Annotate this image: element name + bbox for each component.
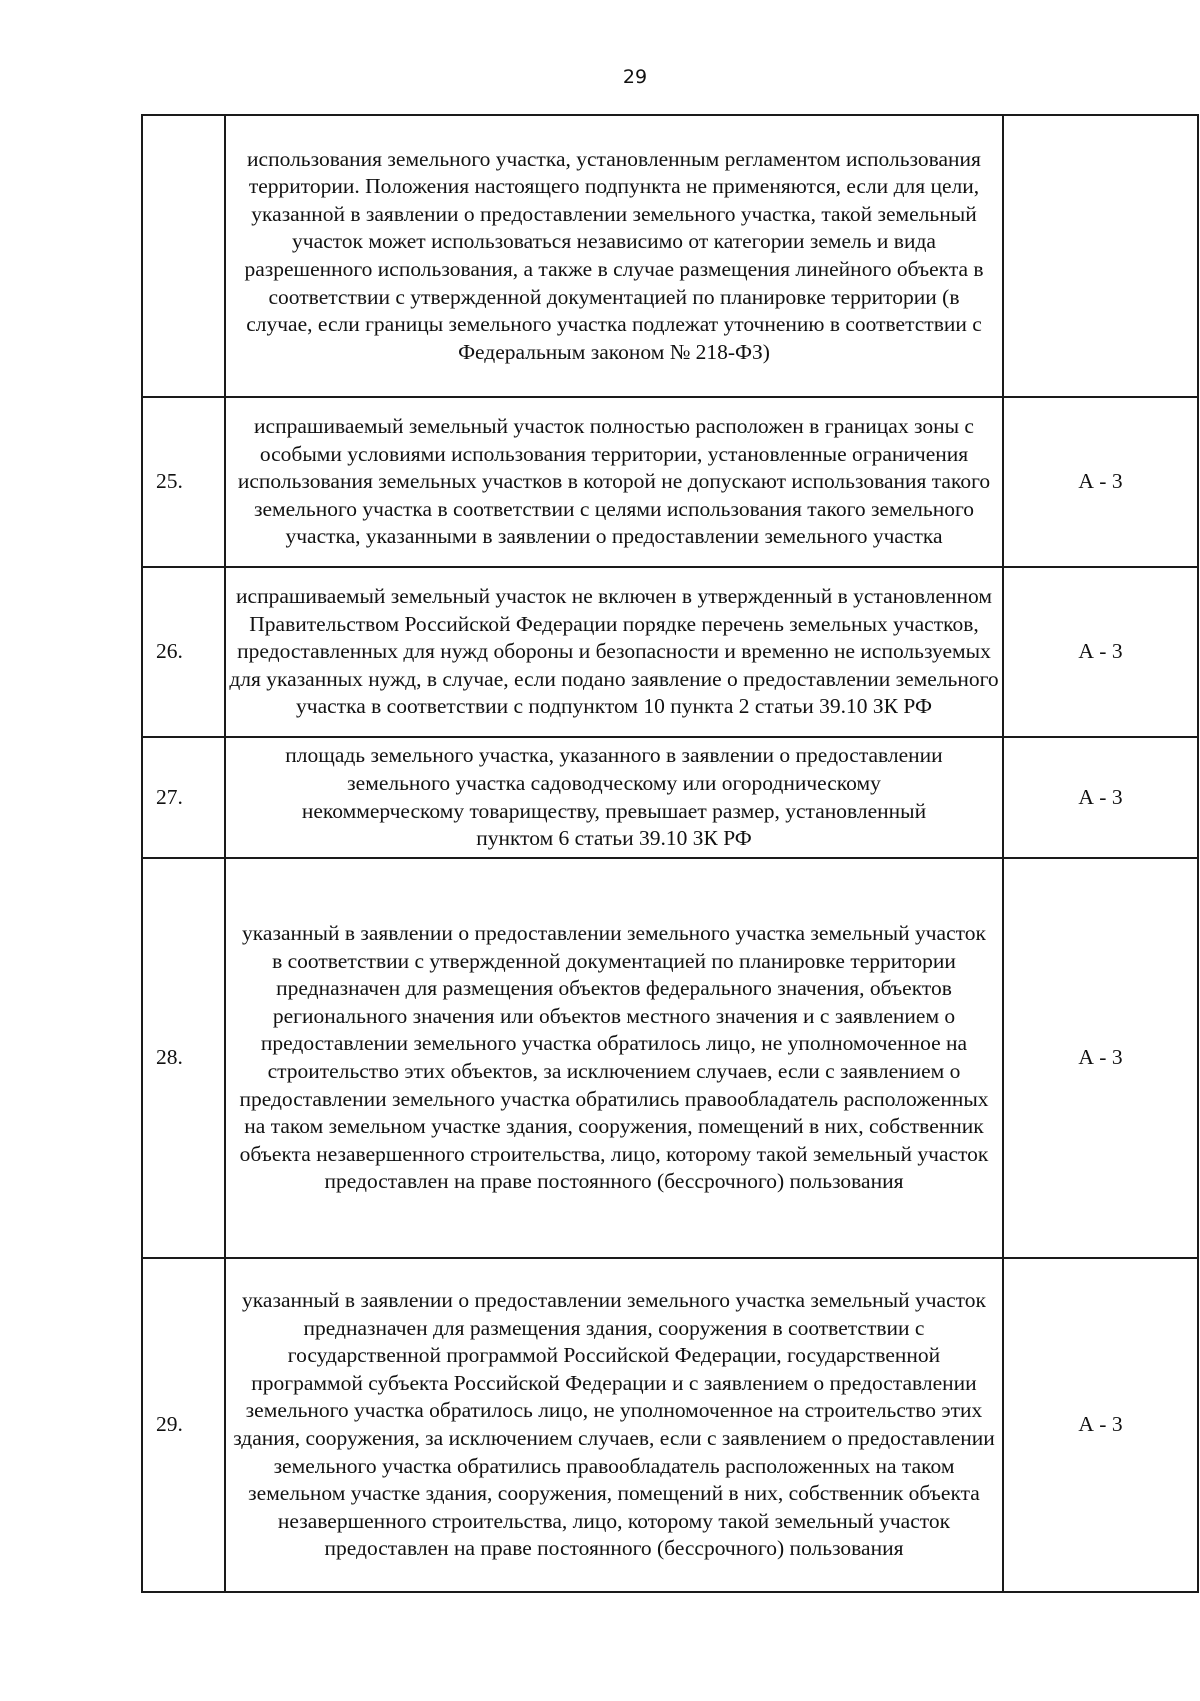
table-row [142,397,1198,567]
row-number-cell: 26. [142,567,225,737]
row-code-cell [1003,115,1198,397]
row-number-cell: 29. [142,1258,225,1592]
row-code-cell: А - 3 [1003,1258,1198,1592]
row-text: испрашиваемый земельный участок полностью расположен в границах зоны с особыми условиями использования территории, установленные ограничения использования земельных участков в которой не допускают использования такого земельного участка в соответствии с целями использования такого земельного участка, указанными в заявлении о предоставлении земельного участка [237,414,991,549]
row-number-cell: 27. [142,737,225,858]
row-code-cell: А - 3 [1003,737,1198,858]
table-row [142,737,1198,858]
row-number-cell: 28. [142,858,225,1258]
table-row [142,1258,1198,1592]
row-number-cell: 25. [142,397,225,567]
table-row [142,858,1198,1258]
row-text: испрашиваемый земельный участок не включен в утвержденный в установленном Правительством Российской Федерации порядке перечень земельных участков, предоставленных для нужд обороны и безопасности и временно не используемых для указанных нужд, в случае, если подано заявление о предоставлении земельного участка в соответствии с подпунктом 10 пункта 2 статьи 39.10 ЗК РФ [229,584,999,719]
row-code-cell: А - 3 [1003,858,1198,1258]
row-text-cell [225,858,1003,1258]
row-text: использования земельного участка, установленным регламентом использования территории. Положения настоящего подпункта не применяются, если для цели, указанной в заявлении о предоставлении земельного участка, такой земельный участок может использоваться независимо от категории земель и вида разрешенного использования, а также в случае размещения линейного объекта в соответствии с утвержденной документацией по планировке территории (в случае, если границы земельного участка подлежат уточнению в соответствии с Федеральным законом № 218-ФЗ) [244,146,984,364]
grounds-table [141,114,1199,1593]
row-text-cell [225,115,1003,397]
row-text-cell [225,737,1003,858]
row-number-cell [142,115,225,397]
row-text-cell [225,1258,1003,1592]
row-text: указанный в заявлении о предоставлении земельного участка земельный участок предназначен для размещения здания, сооружения в соответствии с государственной программой Российской Федерации, государственной программой субъекта Российской Федерации и с заявлением о предоставлении земельного участка обратилось лицо, не уполномоченное на строительство этих здания, сооружения, за исключением случаев, если с заявлением о предоставлении земельного участка обратились правообладатель расположенных на таком земельном участке здания, сооружения, помещений в них, собственник объекта незавершенного строительства, лицо, которому такой земельный участок предоставлен на праве постоянного (бессрочного) пользования [233,1288,995,1561]
row-text-cell [225,567,1003,737]
table-row [142,567,1198,737]
row-text: указанный в заявлении о предоставлении земельного участка земельный участок в соответствии с утвержденной документацией по планировке территории предназначен для размещения объектов федерального значения, объектов регионального значения или объектов местного значения и с заявлением о предоставлении земельного участка обратилось лицо, не уполномоченное на строительство этих объектов, за исключением случаев, если с заявлением о предоставлении земельного участка обратились правообладатель расположенных на таком земельном участке здания, сооружения, помещений в них, собственник объекта незавершенного строительства, лицо, которому такой земельный участок предоставлен на праве постоянного (бессрочного) пользования [239,921,989,1194]
row-text-cell [225,397,1003,567]
table-row [142,115,1198,397]
row-code-cell: А - 3 [1003,567,1198,737]
row-code-cell: А - 3 [1003,397,1198,567]
row-text: площадь земельного участка, указанного в заявлении о предоставлении земельного участка садоводческому или огородническому некоммерческому товариществу, превышает размер, установленный пунктом 6 статьи 39.10 ЗК РФ [285,743,943,851]
page-number: 29 [622,66,648,88]
